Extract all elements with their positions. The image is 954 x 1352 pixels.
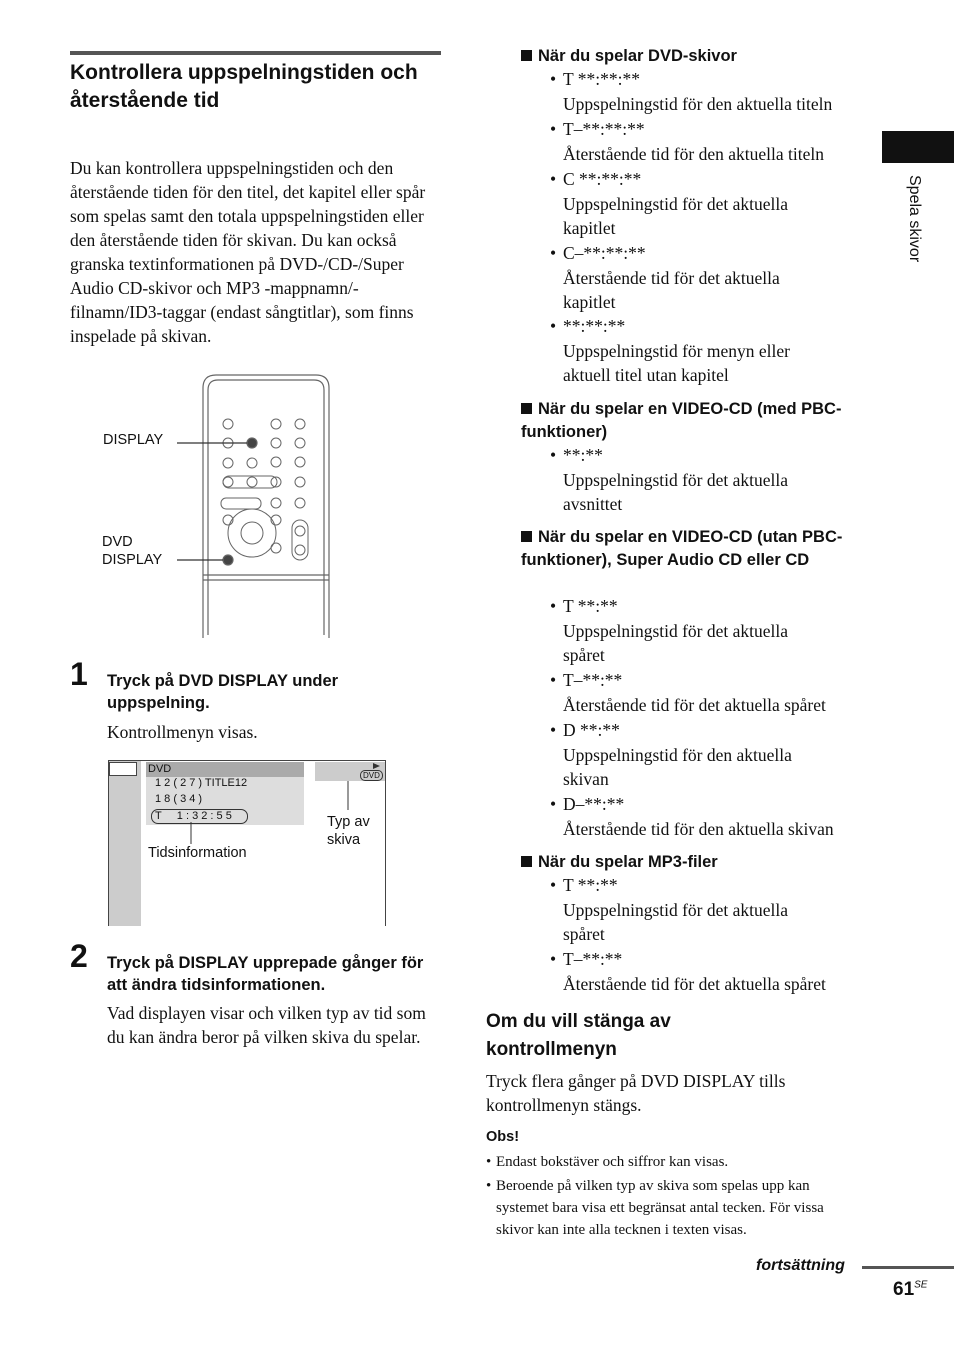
- time-desc: Återstående tid för den aktuella titeln: [563, 143, 824, 164]
- bullet-icon: •: [550, 169, 557, 189]
- remote-illustration: [95, 370, 345, 640]
- continued-rule: [862, 1266, 954, 1269]
- step-2-title: Tryck på DISPLAY upprepade gånger för att ändra tidsinformationen.: [107, 954, 424, 994]
- list-item: [550, 117, 863, 166]
- bullet-icon: •: [550, 119, 557, 139]
- time-desc: Uppspelningstid för det aktuella kapitlet: [563, 193, 789, 238]
- step-1-title: Tryck på DVD DISPLAY under uppspelning.: [107, 672, 339, 712]
- square-bullet-icon: [521, 531, 532, 542]
- list-item: [550, 67, 863, 116]
- note-text: Beroende på vilken typ av skiva som spelas upp kan systemet bara visa ett begränsat antal tecken. För vissa skivor kan inte alla tecknen i texten visas.: [496, 1178, 824, 1238]
- list-item: [550, 594, 823, 668]
- mp3-section-heading: [521, 851, 851, 874]
- square-bullet-icon: [521, 50, 532, 61]
- time-code: T **:**: [563, 875, 618, 895]
- time-code: T **:**:**: [563, 69, 640, 89]
- vcd-sacd-cd-section-heading: [521, 526, 866, 572]
- page-number: [893, 1279, 927, 1301]
- bullet-icon: •: [550, 720, 557, 740]
- disc-type-callout-1: Typ av: [327, 814, 370, 830]
- time-code: D **:**: [563, 720, 620, 740]
- note-text: Endast bokstäver och siffror kan visas.: [496, 1154, 729, 1170]
- note-item: [486, 1175, 861, 1241]
- bullet-icon: •: [550, 794, 557, 814]
- time-desc: Uppspelningstid för menyn eller aktuell titel utan kapitel: [563, 340, 790, 385]
- disc-type-callout-2: skiva: [327, 832, 361, 848]
- vcd-pbc-section-heading: [521, 398, 851, 444]
- bullet-icon: •: [486, 1154, 492, 1170]
- mp3-section-heading-text: När du spelar MP3-filer: [538, 853, 718, 871]
- time-code: C **:**:**: [563, 169, 642, 189]
- step-1-number: 1: [70, 656, 88, 692]
- list-item: [550, 167, 823, 241]
- time-desc: Återstående tid för det aktuella spåret: [563, 973, 826, 994]
- time-desc: Uppspelningstid för den aktuella titeln: [563, 93, 833, 114]
- list-item: [550, 873, 823, 947]
- osd-title-line: 1 2 ( 2 7 ) TITLE12: [155, 777, 248, 789]
- bullet-icon: •: [550, 596, 557, 616]
- vcd-pbc-section-heading-text: När du spelar en VIDEO-CD (med PBC-funktioner): [521, 400, 842, 441]
- time-code: T–**:**: [563, 670, 623, 690]
- page-number-value: 61: [893, 1279, 915, 1300]
- time-code: T **:**: [563, 596, 618, 616]
- step-1-body: Kontrollmenyn visas.: [107, 722, 258, 742]
- dvd-section-heading: [521, 45, 861, 68]
- time-desc: Återstående tid för den aktuella skivan: [563, 818, 834, 839]
- time-code: T–**:**: [563, 949, 623, 969]
- list-item: [550, 718, 823, 792]
- time-code: **:**: [563, 445, 603, 465]
- osd-chapter-line: 1 8 ( 3 4 ): [155, 793, 203, 805]
- time-desc: Uppspelningstid för den aktuella skivan: [563, 744, 792, 789]
- list-item: [550, 443, 823, 517]
- bullet-icon: •: [550, 875, 557, 895]
- note-label: Obs!: [486, 1129, 520, 1145]
- bullet-icon: •: [550, 69, 557, 89]
- bullet-icon: •: [550, 670, 557, 690]
- osd-disc-badge: DVD: [360, 770, 383, 781]
- osd-time-field: T 1 : 3 2 : 5 5: [151, 809, 248, 824]
- control-menu-illustration: [108, 760, 386, 926]
- time-code: C–**:**:**: [563, 243, 646, 263]
- time-code: T–**:**:**: [563, 119, 645, 139]
- note-item: [486, 1151, 866, 1173]
- square-bullet-icon: [521, 403, 532, 414]
- time-code: **:**:**: [563, 316, 626, 336]
- list-item: [550, 947, 863, 996]
- display-button-label: DISPLAY: [103, 432, 164, 448]
- step-2-number: 2: [70, 938, 88, 974]
- intro-paragraph: Du kan kontrollera uppspelningstiden och den återstående tiden för den titel, det kapitel eller spår som spelas samt den totala uppspelningstiden eller den återstående tiden för skivan. Du kan också granska textinformationen på DVD-/CD-/Super Audio CD-skivor och MP3 -mappnamn/-filnamn/ID3-taggar (endast sångtitlar), som finns inspelade på skivan.: [70, 158, 426, 346]
- square-bullet-icon: [521, 856, 532, 867]
- list-item: [550, 792, 863, 841]
- list-item: [550, 241, 823, 315]
- dvd-display-button-label-1: DVD: [102, 534, 133, 550]
- time-desc: Uppspelningstid för det aktuella spåret: [563, 899, 789, 944]
- time-desc: Återstående tid för det aktuella kapitlet: [563, 267, 780, 312]
- bullet-icon: •: [486, 1178, 492, 1194]
- side-tab-label: Spela skivor: [906, 175, 923, 263]
- close-menu-heading: Om du vill stänga av kontrollmenyn: [486, 1011, 671, 1060]
- vcd-sacd-cd-section-heading-text: När du spelar en VIDEO-CD (utan PBC-funktioner), Super Audio CD eller CD: [521, 528, 843, 569]
- time-desc: Uppspelningstid för det aktuella avsnittet: [563, 469, 789, 514]
- time-desc: Uppspelningstid för det aktuella spåret: [563, 620, 789, 665]
- section-heading: Kontrollera uppspelningstiden och återstående tid: [70, 61, 418, 112]
- side-tab-marker: [882, 131, 954, 163]
- time-info-callout: Tidsinformation: [148, 845, 247, 861]
- list-item: [550, 668, 863, 717]
- heading-rule: [70, 51, 441, 55]
- dvd-section-heading-text: När du spelar DVD-skivor: [538, 47, 737, 65]
- bullet-icon: •: [550, 445, 557, 465]
- dvd-display-button-label-2: DISPLAY: [102, 552, 163, 568]
- bullet-icon: •: [550, 243, 557, 263]
- osd-disc-label: DVD: [148, 763, 172, 775]
- close-menu-text: Tryck flera gånger på DVD DISPLAY tills kontrollmenyn stängs.: [486, 1071, 786, 1115]
- remote-drawing: [95, 370, 345, 640]
- list-item: [550, 314, 828, 388]
- bullet-icon: •: [550, 949, 557, 969]
- step-2-body: Vad displayen visar och vilken typ av tid som du kan ändra beror på vilken skiva du spelar.: [107, 1003, 426, 1047]
- time-desc: Återstående tid för det aktuella spåret: [563, 694, 826, 715]
- bullet-icon: •: [550, 316, 557, 336]
- continued-label: fortsättning: [756, 1257, 845, 1274]
- time-code: D–**:**: [563, 794, 625, 814]
- page-suffix: SE: [914, 1279, 928, 1291]
